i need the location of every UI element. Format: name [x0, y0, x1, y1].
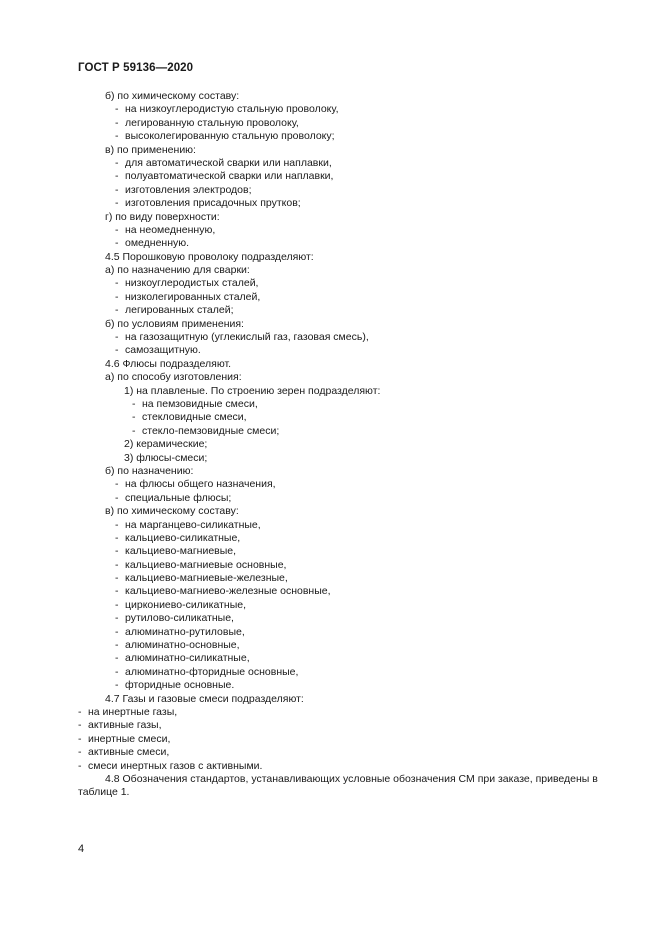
- list-item: [78, 532, 608, 545]
- list-item: [78, 130, 608, 143]
- line-text: стекло-пемзовидные смеси;: [142, 424, 280, 437]
- list-item: [78, 519, 608, 532]
- list-dash: -: [115, 197, 119, 210]
- list-dash: -: [115, 545, 119, 558]
- list-item: [78, 197, 608, 210]
- line-text: г) по виду поверхности:: [105, 210, 220, 223]
- list-item: [78, 719, 608, 732]
- line-text: рутилово-силикатные,: [125, 612, 234, 625]
- list-dash: -: [132, 397, 136, 410]
- line-text: б) по условиям применения:: [105, 317, 244, 330]
- list-item: [78, 478, 608, 491]
- line-text: в) по применению:: [105, 143, 196, 156]
- line-text: омедненную.: [125, 237, 190, 250]
- list-item: [78, 237, 608, 250]
- list-dash: -: [115, 665, 119, 678]
- paragraph-line: [78, 693, 608, 706]
- line-text: для автоматической сварки или наплавки,: [125, 156, 332, 169]
- list-dash: -: [115, 639, 119, 652]
- line-text: б) по химическому составу:: [105, 90, 240, 102]
- paragraph-line: [78, 358, 608, 371]
- list-item: [78, 733, 608, 746]
- line-text: на неомедненную,: [125, 223, 216, 236]
- list-dash: -: [78, 719, 82, 732]
- list-item: [78, 679, 608, 692]
- list-item: [78, 398, 608, 411]
- list-item: [78, 224, 608, 237]
- line-text: 4.8 Обозначения стандартов, устанавливающих условные обозначения СМ при заказе, приведены в таблице 1.: [78, 772, 598, 799]
- list-item: [78, 103, 608, 116]
- list-dash: -: [78, 759, 82, 772]
- list-dash: -: [115, 156, 119, 169]
- line-text: фторидные основные.: [125, 679, 235, 692]
- list-item: [78, 545, 608, 558]
- list-dash: -: [115, 491, 119, 504]
- list-dash: -: [132, 411, 136, 424]
- list-dash: -: [115, 679, 119, 692]
- line-text: смеси инертных газов с активными.: [88, 759, 263, 772]
- list-dash: -: [115, 277, 119, 290]
- list-dash: -: [132, 424, 136, 437]
- list-dash: -: [115, 331, 119, 344]
- line-text: кальциево-силикатные,: [125, 531, 241, 544]
- list-item: [78, 746, 608, 759]
- list-dash: -: [115, 170, 119, 183]
- list-dash: -: [115, 478, 119, 491]
- list-dash: -: [115, 598, 119, 611]
- line-text: алюминатно-рутиловые,: [125, 625, 245, 638]
- line-text: полуавтоматической сварки или наплавки,: [125, 170, 334, 183]
- line-text: активные газы,: [88, 719, 162, 732]
- line-text: самозащитную.: [125, 344, 201, 357]
- list-dash: -: [115, 558, 119, 571]
- line-text: низколегированных сталей,: [125, 290, 261, 303]
- line-text: кальциево-магниевые основные,: [125, 558, 287, 571]
- list-item: [78, 652, 608, 665]
- list-item: [78, 666, 608, 679]
- line-text: на инертные газы,: [88, 705, 178, 718]
- line-text: на марганцево-силикатные,: [125, 518, 261, 531]
- line-text: стекловидные смеси,: [142, 411, 247, 424]
- list-dash: -: [115, 612, 119, 625]
- paragraph-line: [78, 438, 608, 451]
- list-dash: -: [78, 746, 82, 759]
- list-dash: -: [78, 705, 82, 718]
- list-dash: -: [115, 290, 119, 303]
- line-text: в) по химическому составу:: [105, 505, 239, 518]
- list-item: [78, 411, 608, 424]
- list-item: [78, 117, 608, 130]
- list-item: [78, 599, 608, 612]
- line-text: б) по назначению:: [105, 464, 194, 477]
- list-item: [78, 572, 608, 585]
- paragraph-line: [78, 505, 608, 518]
- list-item: [78, 706, 608, 719]
- list-dash: -: [115, 304, 119, 317]
- paragraph-line: [78, 251, 608, 264]
- line-text: кальциево-магниевые-железные,: [125, 572, 288, 585]
- line-text: 1) на плавленые. По строению зерен подразделяют:: [124, 384, 381, 397]
- line-text: 4.6 Флюсы подразделяют.: [105, 357, 232, 370]
- list-item: [78, 277, 608, 290]
- list-item: [78, 612, 608, 625]
- list-item: [78, 170, 608, 183]
- line-text: изготовления присадочных прутков;: [125, 197, 301, 210]
- paragraph-line: [78, 264, 608, 277]
- list-item: [78, 344, 608, 357]
- line-text: на газозащитную (углекислый газ, газовая смесь),: [125, 331, 369, 344]
- line-text: на пемзовидные смеси,: [142, 397, 258, 410]
- list-item: [78, 626, 608, 639]
- line-text: легированную стальную проволоку,: [125, 116, 299, 129]
- line-text: на низкоуглеродистую стальную проволоку,: [125, 103, 339, 116]
- paragraph-line: [78, 90, 608, 103]
- line-text: кальциево-магниевые,: [125, 545, 237, 558]
- list-dash: -: [115, 103, 119, 116]
- list-dash: -: [115, 183, 119, 196]
- list-item: [78, 291, 608, 304]
- list-dash: -: [115, 518, 119, 531]
- line-text: а) по назначению для сварки:: [105, 264, 250, 277]
- paragraph-line: [78, 371, 608, 384]
- list-item: [78, 157, 608, 170]
- list-item: [78, 559, 608, 572]
- list-dash: -: [115, 344, 119, 357]
- document-title: ГОСТ Р 59136—2020: [78, 62, 194, 74]
- list-item: [78, 184, 608, 197]
- line-text: низкоуглеродистых сталей,: [125, 277, 259, 290]
- list-item: [78, 639, 608, 652]
- list-dash: -: [115, 237, 119, 250]
- paragraph-line: [78, 452, 608, 465]
- line-text: а) по способу изготовления:: [105, 371, 242, 384]
- line-text: специальные флюсы;: [125, 491, 232, 504]
- line-text: на флюсы общего назначения,: [125, 478, 276, 491]
- list-dash: -: [115, 652, 119, 665]
- line-text: 3) флюсы-смеси;: [124, 451, 208, 464]
- line-text: алюминатно-фторидные основные,: [125, 665, 299, 678]
- line-text: высоколегированную стальную проволоку;: [125, 130, 335, 143]
- list-item: [78, 760, 608, 773]
- list-dash: -: [115, 130, 119, 143]
- line-text: 2) керамические;: [124, 438, 208, 451]
- list-dash: -: [115, 531, 119, 544]
- paragraph-line: [78, 465, 608, 478]
- paragraph-line: [78, 318, 608, 331]
- line-text: активные смеси,: [88, 746, 170, 759]
- line-text: кальциево-магниево-железные основные,: [125, 585, 331, 598]
- list-dash: -: [115, 116, 119, 129]
- line-text: 4.5 Порошковую проволоку подразделяют:: [105, 250, 314, 263]
- line-text: алюминатно-основные,: [125, 639, 240, 652]
- line-text: легированных сталей;: [125, 304, 234, 317]
- list-dash: -: [115, 625, 119, 638]
- line-text: алюминатно-силикатные,: [125, 652, 250, 665]
- line-text: инертные смеси,: [88, 732, 171, 745]
- line-text: изготовления электродов;: [125, 183, 252, 196]
- paragraph-line: [78, 144, 608, 157]
- document-body: [78, 90, 608, 800]
- page-number: 4: [78, 843, 85, 855]
- list-item: [78, 492, 608, 505]
- paragraph-line: [78, 773, 608, 800]
- list-dash: -: [115, 585, 119, 598]
- list-item: [78, 425, 608, 438]
- list-dash: -: [115, 572, 119, 585]
- list-item: [78, 585, 608, 598]
- list-item: [78, 304, 608, 317]
- paragraph-line: [78, 211, 608, 224]
- list-dash: -: [115, 223, 119, 236]
- list-dash: -: [78, 732, 82, 745]
- line-text: циркониево-силикатные,: [125, 598, 247, 611]
- paragraph-line: [78, 385, 608, 398]
- line-text: 4.7 Газы и газовые смеси подразделяют:: [105, 692, 304, 705]
- list-item: [78, 331, 608, 344]
